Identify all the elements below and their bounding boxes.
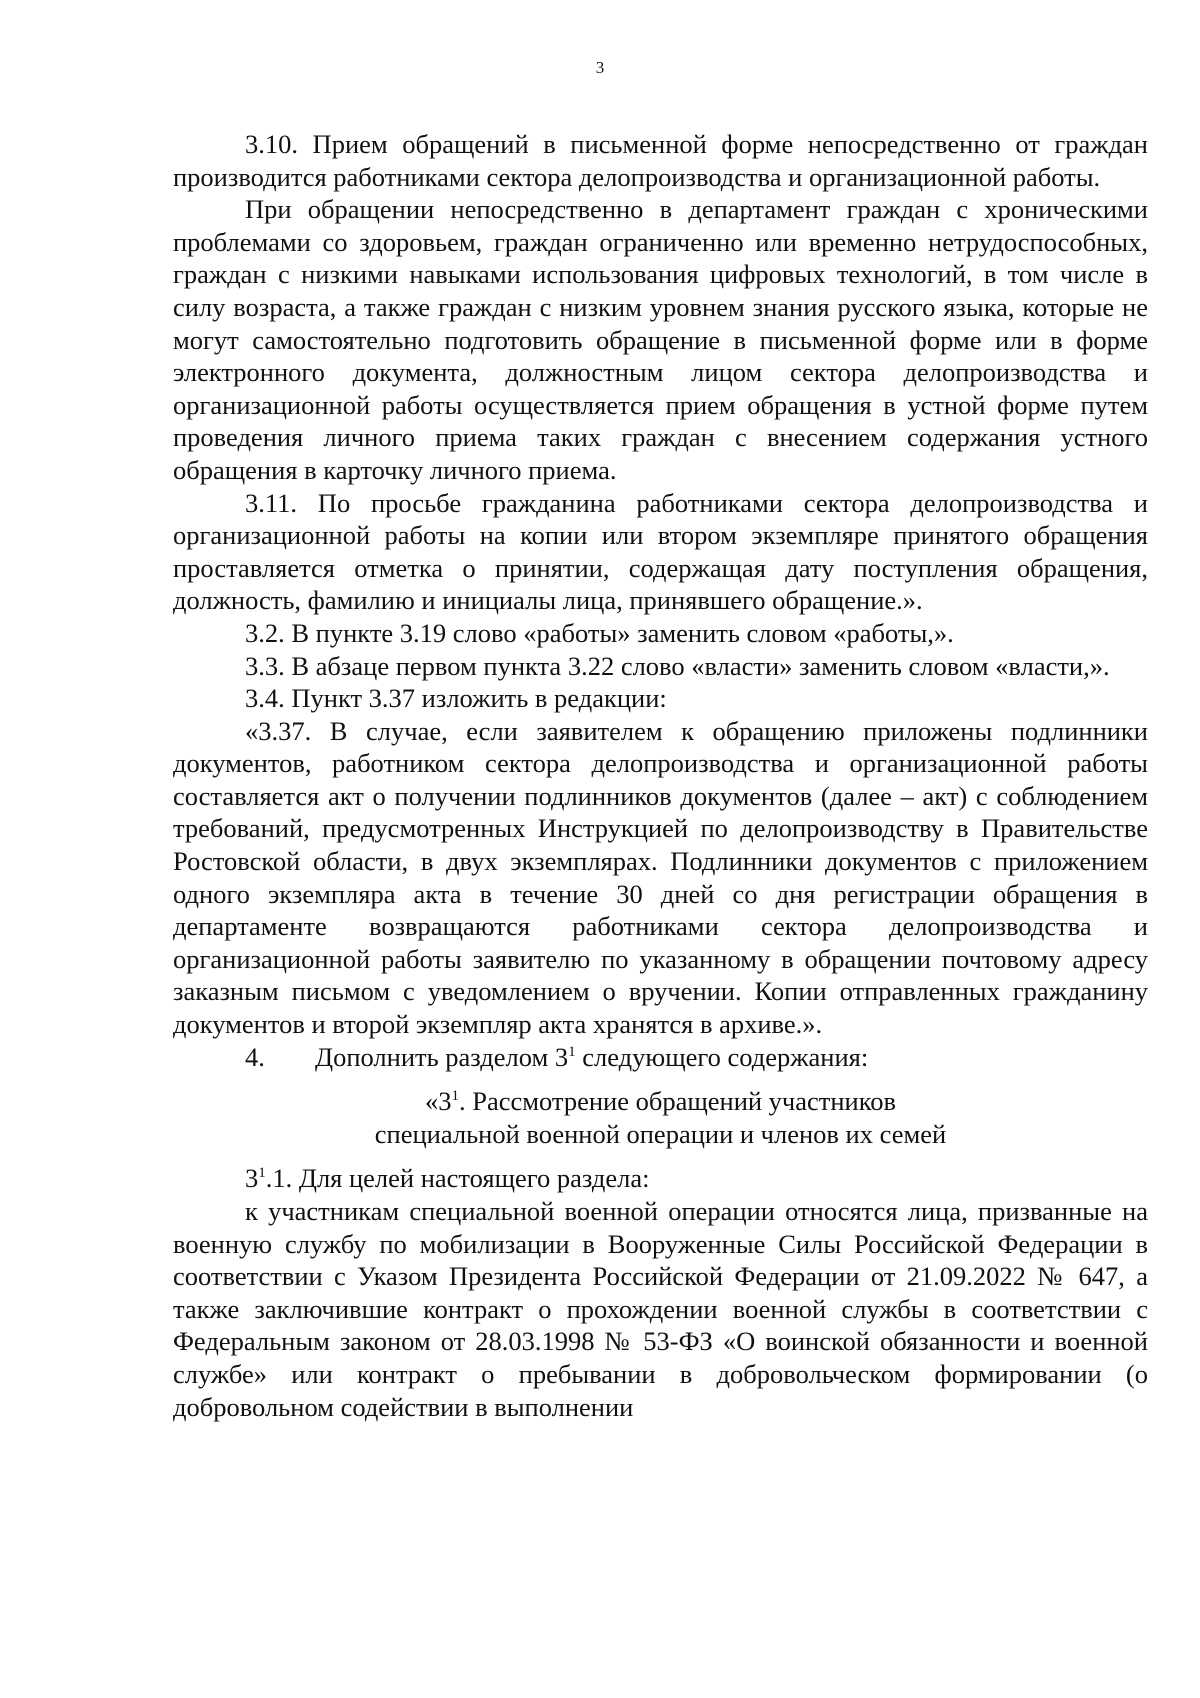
subsection-prefix: 3 xyxy=(245,1163,259,1194)
paragraph-3-10: 3.10. Прием обращений в письменной форме непосредственно от граждан производится работниками сектора делопроизводства и организационной работы. xyxy=(173,129,1148,192)
document-body xyxy=(173,128,1148,1423)
page-number: 3 xyxy=(595,58,605,77)
item-4-text-after: следующего содержания: xyxy=(575,1041,869,1072)
heading-prefix: «3 xyxy=(424,1086,452,1117)
section-heading-line-2: специальной военной операции и членов их семей xyxy=(374,1118,947,1149)
subsection-superscript: 1 xyxy=(258,1165,266,1182)
paragraph-3-37: «3.37. В случае, если заявителем к обращению приложены подлинники документов, работником сектора делопроизводства и организационной работы составляется акт о получении подлинников документов (далее – акт) с соблюдением требований, предусмотренных Инструкцией по делопроизводству в Правительстве Ростовской области, в двух экземплярах. Подлинники документов с приложением одного экземпляра акта в течение 30 дней со дня регистрации обращения в департаменте возвращаются работниками сектора делопроизводства и организационной работы заявителю по указанному в обращении почтовому адресу заказным письмом с уведомлением о вручении. Копии отправленных гражданину документов и второй экземпляр акта хранятся в архиве.». xyxy=(173,715,1148,1040)
paragraph-subsection-1 xyxy=(173,1162,1148,1195)
heading-title: . Рассмотрение обращений участников xyxy=(458,1086,897,1117)
paragraph-oral-appeal: При обращении непосредственно в департамент граждан с хроническими проблемами со здоровьем, граждан ограниченно или временно нетрудоспособных, граждан с низкими навыками использования цифровых технологий, в том числе в силу возраста, а также граждан с низким уровнем знания русского языка, которые не могут самостоятельно подготовить обращение в письменной форме или в форме электронного документа, должностным лицом сектора делопроизводства и организационной работы осуществляется прием обращения в устной форме путем проведения личного приема таких граждан с внесением содержания устного обращения в карточку личного приема. xyxy=(173,194,1148,485)
paragraph-3-4: 3.4. Пункт 3.37 изложить в редакции: xyxy=(245,683,667,714)
subsection-text: .1. Для целей настоящего раздела: xyxy=(265,1163,650,1194)
item-4-superscript: 1 xyxy=(568,1043,576,1060)
item-4-text-before: Дополнить разделом 3 xyxy=(315,1041,569,1072)
paragraph-3-3: 3.3. В абзаце первом пункта 3.22 слово «власти» заменить словом «власти,». xyxy=(245,650,1110,681)
paragraph-item-4 xyxy=(173,1041,1148,1074)
heading-superscript: 1 xyxy=(451,1088,459,1105)
paragraph-svo-participants: к участникам специальной военной операции относятся лица, призванные на военную службу по мобилизации в Вооруженные Силы Российской Федерации в соответствии с Указом Президента Российской Федерации от 21.09.2022 № 647, а также заключившие контракт о прохождении военной службы в соответствии с Федеральным законом от 28.03.1998 № 53-ФЗ «О воинской обязанности и военной службе» или контракт о пребывании в добровольческом формировании (о добровольном содействии в выполнении xyxy=(173,1196,1148,1422)
section-heading-line-1 xyxy=(173,1085,1148,1118)
item-4-number: 4. xyxy=(245,1041,265,1072)
paragraph-3-11: 3.11. По просьбе гражданина работниками сектора делопроизводства и организационной работы на копии или втором экземпляре принятого обращения проставляется отметка о принятии, содержащая дату поступления обращения, должность, фамилию и инициалы лица, принявшего обращение.». xyxy=(173,487,1148,616)
paragraph-3-2: 3.2. В пункте 3.19 слово «работы» заменить словом «работы,». xyxy=(245,617,954,648)
